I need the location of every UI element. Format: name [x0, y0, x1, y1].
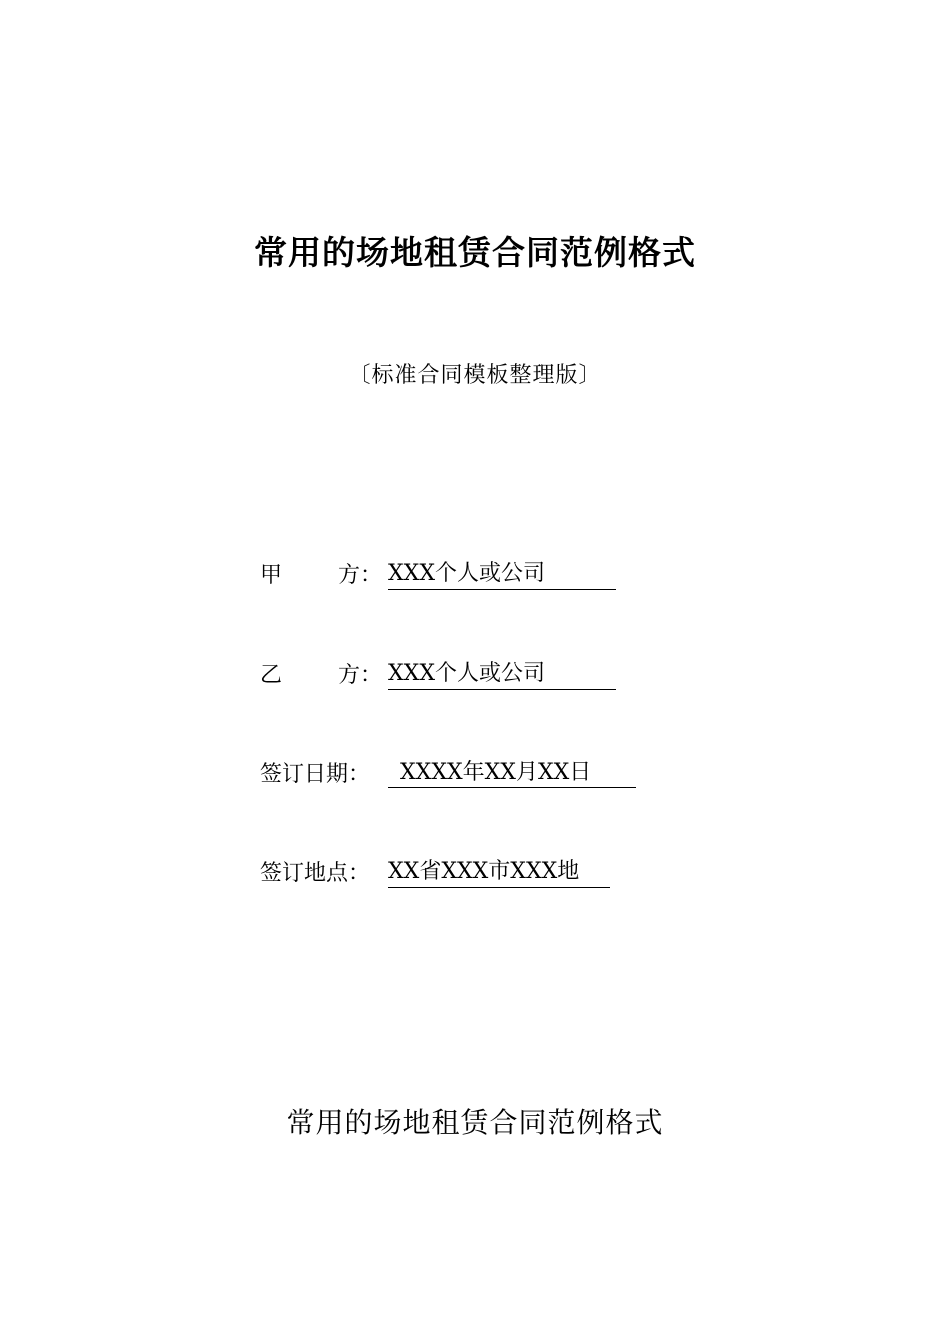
party-a-field [260, 559, 616, 593]
party-a-label-char: 甲 [260, 563, 283, 588]
sign-date-label: 签订日期： [260, 762, 371, 787]
document-title: 常用的场地租赁合同范例格式 [254, 233, 696, 272]
party-b-field [260, 659, 616, 693]
sign-place-value: XX省XXX市XXX地 [388, 857, 610, 888]
sign-date-field [260, 758, 636, 792]
party-b-label [260, 659, 388, 693]
sign-date-value: XXXX年XX月XX日 [388, 758, 636, 788]
sign-place-field [260, 857, 610, 891]
party-a-label-suffix: 方： [338, 563, 383, 588]
document-subtitle: 〔标准合同模板整理版〕 [348, 363, 602, 388]
sign-place-label: 签订地点： [260, 861, 371, 886]
party-a-value: XXX个人或公司 [388, 559, 616, 590]
party-b-label-suffix: 方： [338, 663, 383, 688]
footer-title: 常用的场地租赁合同范例格式 [286, 1106, 664, 1139]
party-a-label [260, 559, 388, 593]
party-b-value: XXX个人或公司 [388, 659, 616, 690]
party-b-label-char: 乙 [260, 663, 283, 688]
